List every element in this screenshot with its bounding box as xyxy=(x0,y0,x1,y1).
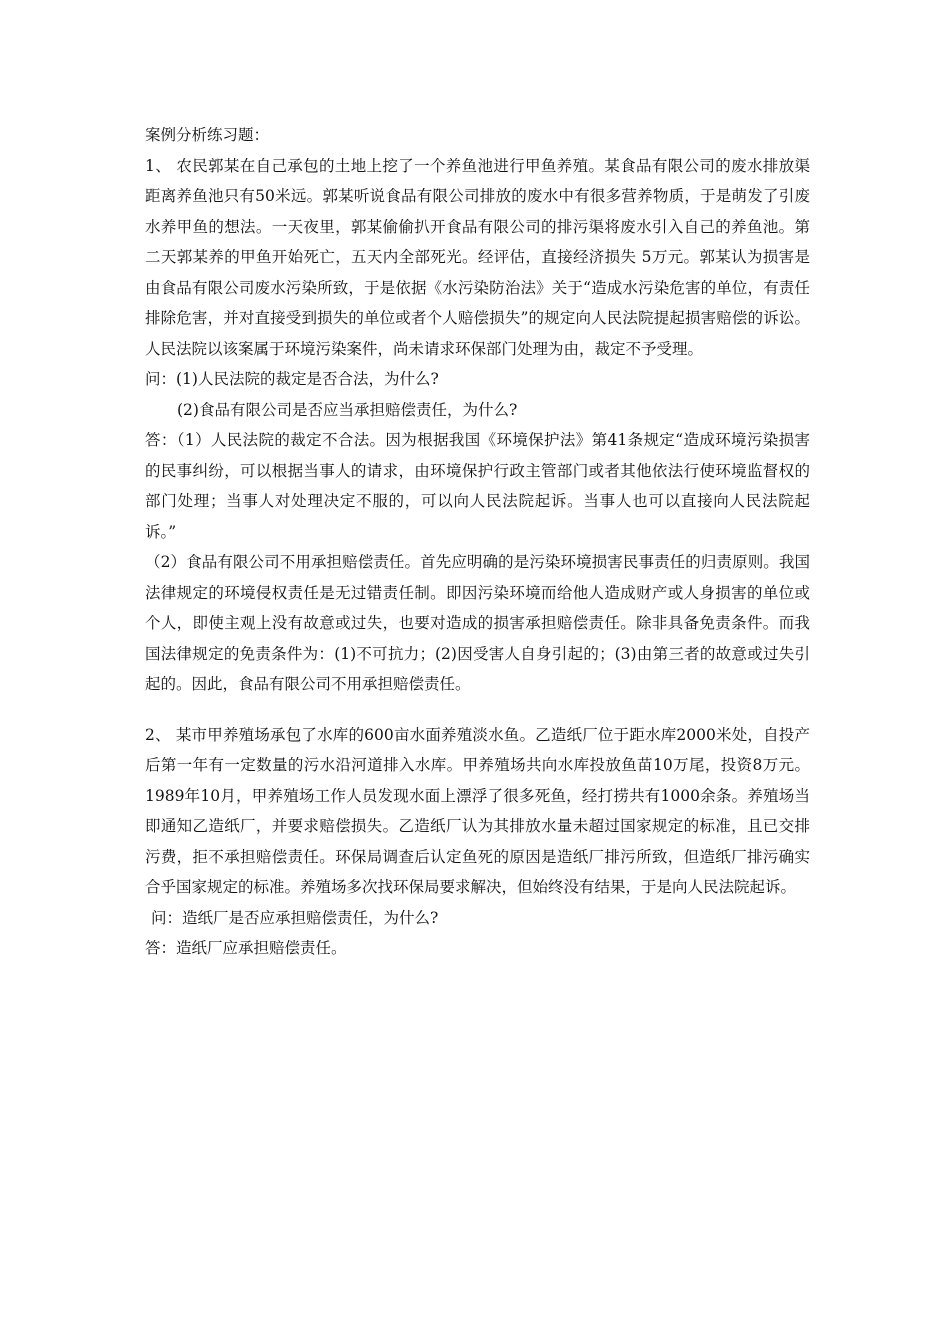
document-heading: 案例分析练习题： xyxy=(145,126,270,144)
paragraph-spacer xyxy=(145,700,810,720)
case1-question1: 问：(1)人民法院的裁定是否合法，为什么? xyxy=(145,370,439,388)
case1-question2: (2)食品有限公司是否应当承担赔偿责任，为什么? xyxy=(177,400,518,419)
case2-answer: 答：造纸厂应承担赔偿责任。 xyxy=(145,939,347,957)
case1-answer1: 答：（1）人民法院的裁定不合法。因为根据我国《环境保护法》第41条规定“造成环境污染损害的民事纠纷，可以根据当事人的请求，由环境保护行政主管部门或者其他依法行使环境监督权的部门处理；当事人对处理决定不服的，可以向人民法院起诉。当事人也可以直接向人民法院起诉。” xyxy=(145,431,810,541)
case1-answer2: （2）食品有限公司不用承担赔偿责任。首先应明确的是污染环境损害民事责任的归责原则。我国法律规定的环境侵权责任是无过错责任制。即因污染环境而给他人造成财产或人身损害的单位或个人，即使主观上没有故意或过失，也要对造成的损害承担赔偿责任。除非具备免责条件。而我国法律规定的免责条件为：(1)不可抗力；(2)因受害人自身引起的；(3)由第三者的故意或过失引起的。因此，食品有限公司不用承担赔偿责任。 xyxy=(145,553,810,693)
case2-text: 2、 某市甲养殖场承包了水库的600亩水面养殖淡水鱼。乙造纸厂位于距水库2000米处，自投产后第一年有一定数量的污水沿河道排入水库。甲养殖场共向水库投放鱼苗10万尾，投资8万元。1989年10月，甲养殖场工作人员发现水面上漂浮了很多死鱼，经打捞共有1000余条。养殖场当即通知乙造纸厂，并要求赔偿损失。乙造纸厂认为其排放水量未超过国家规定的标准，且已交排污费，拒不承担赔偿责任。环保局调查后认定鱼死的原因是造纸厂排污所致，但造纸厂排污确实合乎国家规定的标准。养殖场多次找环保局要求解决，但始终没有结果，于是向人民法院起诉。 xyxy=(145,725,810,896)
case2-question: 问：造纸厂是否应承担赔偿责任，为什么? xyxy=(151,908,439,927)
case1-text: 1、 农民郭某在自己承包的土地上挖了一个养鱼池进行甲鱼养殖。某食品有限公司的废水排放渠距离养鱼池只有50米远。郭某听说食品有限公司排放的废水中有很多营养物质，于是萌发了引废水养甲鱼的想法。一天夜里，郭某偷偷扒开食品有限公司的排污渠将废水引入自己的养鱼池。第二天郭某养的甲鱼开始死亡，五天内全部死光。经评估，直接经济损失 5万元。郭某认为损害是由食品有限公司废水污染所致，于是依据《水污染防治法》关于“造成水污染危害的单位，有责任排除危害，并对直接受到损失的单位或者个人赔偿损失”的规定向人民法院提起损害赔偿的诉讼。人民法院以该案属于环境污染案件，尚未请求环保部门处理为由，裁定不予受理。 xyxy=(145,156,810,358)
document-body xyxy=(145,120,810,964)
